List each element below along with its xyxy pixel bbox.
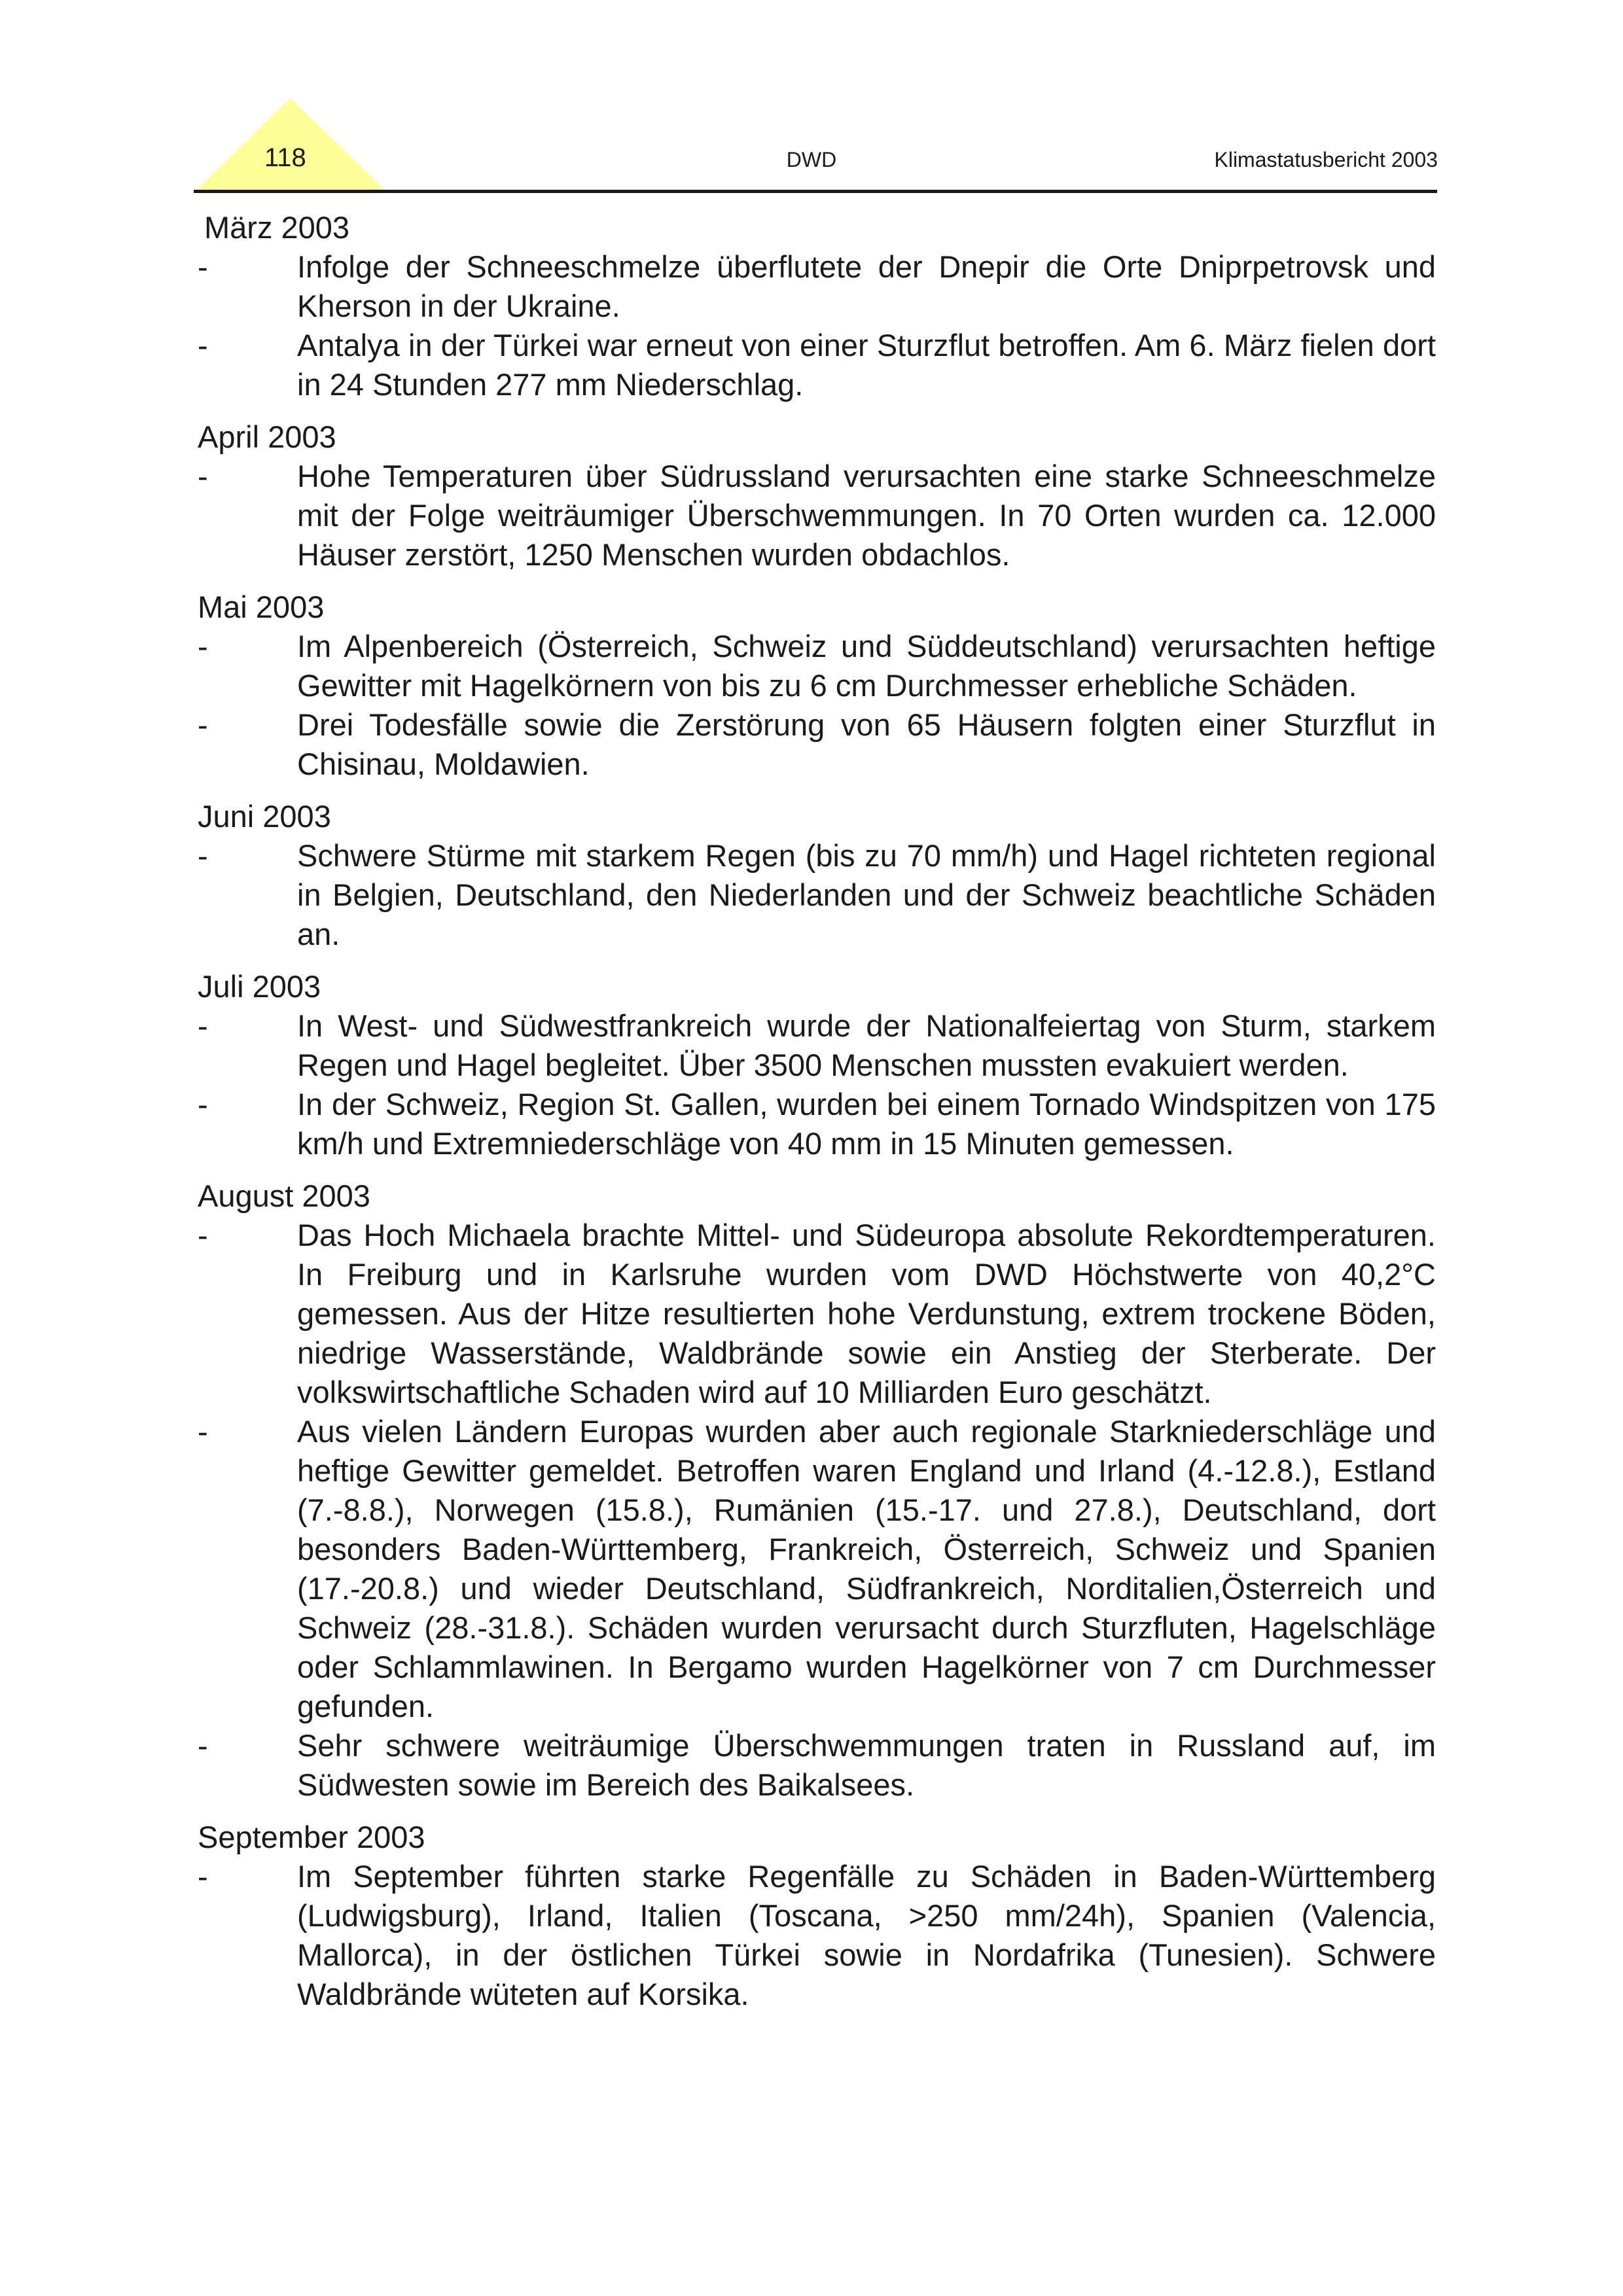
month-heading: Mai 2003: [198, 590, 325, 624]
list-item-text: Das Hoch Michaela brachte Mittel- und Südeuropa absolute Rekordtemperaturen. In Freiburg und in Karlsruhe wurden vom DWD Höchstwerte von 40,2°C gemessen. Aus der Hitze resultierten hohe Verdunstung, extrem trockene Böden, niedrige Wasserstände, Waldbrände sowie ein Anstieg der Sterberate. Der volkswirtschaftliche Schaden wird auf 10 Milliarden Euro geschätzt.: [297, 1218, 1436, 1409]
bullet-dash: -: [198, 1414, 208, 1449]
list-item: [198, 1726, 1436, 1805]
section-juli: [198, 967, 1436, 1163]
list-item: [198, 1412, 1436, 1726]
bullet-dash: -: [198, 1087, 208, 1122]
document-body: [198, 208, 1436, 2027]
list-item: [198, 247, 1436, 326]
list-item-text: Antalya in der Türkei war erneut von einer Sturzflut betroffen. Am 6. März fielen dort in 24 Stunden 277 mm Niederschlag.: [297, 328, 1436, 402]
list-item-text: Drei Todesfälle sowie die Zerstörung von 65 Häusern folgten einer Sturzflut in Chisinau, Moldawien.: [297, 707, 1436, 781]
list-item-text: Im Alpenbereich (Österreich, Schweiz und Süddeutschland) verursachten heftige Gewitter mit Hagelkörnern von bis zu 6 cm Durchmesser erhebliche Schäden.: [297, 629, 1436, 703]
month-heading: August 2003: [198, 1178, 370, 1213]
section-april: [198, 417, 1436, 574]
list-item: [198, 836, 1436, 954]
header-publisher: DWD: [786, 148, 837, 171]
list-item: [198, 627, 1436, 705]
list-item: [198, 1006, 1436, 1085]
bullet-dash: -: [198, 1008, 208, 1043]
bullet-dash: -: [198, 629, 208, 663]
month-heading: Juli 2003: [198, 969, 321, 1004]
list-item: [198, 1216, 1436, 1412]
section-mai: [198, 588, 1436, 784]
section-august: [198, 1176, 1436, 1805]
bullet-dash: -: [198, 707, 208, 742]
list-item: [198, 326, 1436, 404]
bullet-dash: -: [198, 249, 208, 284]
list-item-text: In der Schweiz, Region St. Gallen, wurden bei einem Tornado Windspitzen von 175 km/h und Extremniederschläge von 40 mm in 15 Minuten gemessen.: [297, 1087, 1436, 1161]
section-september: [198, 1818, 1436, 2014]
header-report-title: Klimastatusbericht 2003: [1214, 148, 1438, 171]
list-item-text: In West- und Südwestfrankreich wurde der Nationalfeiertag von Sturm, starkem Regen und Hagel begleitet. Über 3500 Menschen mussten evakuiert werden.: [297, 1008, 1436, 1082]
bullet-dash: -: [198, 838, 208, 873]
list-item-text: Sehr schwere weiträumige Überschwemmungen traten in Russland auf, im Südwesten sowie im Bereich des Baikalsees.: [297, 1728, 1436, 1802]
month-heading: Juni 2003: [198, 799, 331, 834]
list-item-text: Hohe Temperaturen über Südrussland verursachten eine starke Schneeschmelze mit der Folge weiträumiger Überschwemmungen. In 70 Orten wurden ca. 12.000 Häuser zerstört, 1250 Menschen wurden obdachlos.: [297, 459, 1436, 572]
header-rule: [194, 190, 1437, 193]
list-item-text: Infolge der Schneeschmelze überflutete der Dnepir die Orte Dniprpetrovsk und Kherson in der Ukraine.: [297, 249, 1436, 323]
section-maerz: [198, 208, 1436, 404]
bullet-dash: -: [198, 1728, 208, 1763]
section-juni: [198, 797, 1436, 954]
bullet-dash: -: [198, 1859, 208, 1894]
list-item-text: Schwere Stürme mit starkem Regen (bis zu 70 mm/h) und Hagel richteten regional in Belgien, Deutschland, den Niederlanden und der Schweiz beachtliche Schäden an.: [297, 838, 1436, 951]
page-number: 118: [264, 143, 306, 172]
list-item: [198, 457, 1436, 574]
month-heading: September 2003: [198, 1820, 425, 1854]
month-heading: April 2003: [198, 419, 336, 454]
list-item: [198, 1085, 1436, 1163]
list-item-text: Aus vielen Ländern Europas wurden aber auch regionale Starkniederschläge und heftige Gewitter gemeldet. Betroffen waren England und Irland (4.-12.8.), Estland (7.-8.8.), Norwegen (15.8.), Rumänien (15.-17. und 27.8.), Deutschland, dort besonders Baden-Württemberg, Frankreich, Österreich, Schweiz und Spanien (17.-20.8.) und wieder Deutschland, Südfrankreich, Norditalien,Österreich und Schweiz (28.-31.8.). Schäden wurden verursacht durch Sturzfluten, Hagelschläge oder Schlammlawinen. In Bergamo wurden Hagelkörner von 7 cm Durchmesser gefunden.: [297, 1414, 1436, 1723]
list-item-text: Im September führten starke Regenfälle zu Schäden in Baden-Württemberg (Ludwigsburg), Irland, Italien (Toscana, >250 mm/24h), Spanien (Valencia, Mallorca), in der östlichen Türkei sowie in Nordafrika (Tunesien). Schwere Waldbrände wüteten auf Korsika.: [297, 1859, 1436, 2011]
bullet-dash: -: [198, 328, 208, 362]
bullet-dash: -: [198, 459, 208, 493]
list-item: [198, 1857, 1436, 2014]
bullet-dash: -: [198, 1218, 208, 1252]
month-heading: März 2003: [204, 210, 350, 245]
list-item: [198, 705, 1436, 784]
